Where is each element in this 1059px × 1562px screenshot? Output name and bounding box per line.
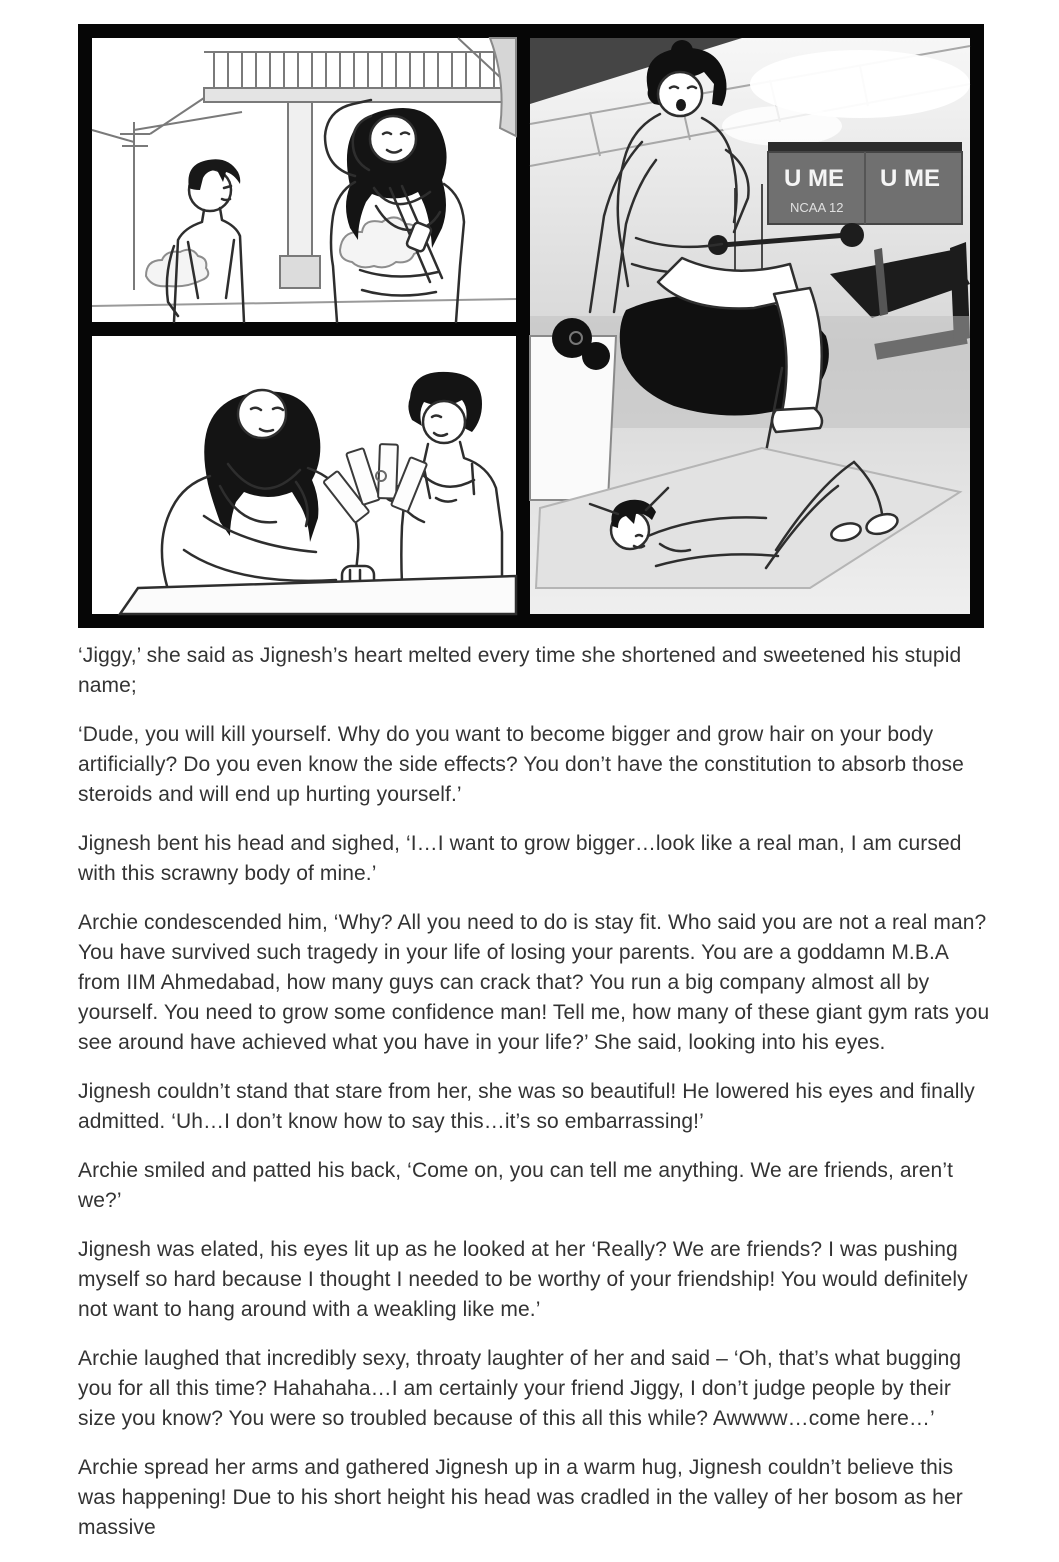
banner-text-right: U ME	[880, 165, 940, 192]
banner-text-sub: NCAA 12	[790, 200, 844, 215]
story-paragraph-2: ‘Dude, you will kill yourself. Why do you want to become bigger and grow hair on your body artificially? Do you even know the side effects? You don’t have the constitution to absorb those steroids and will end up hurting yourself.’	[78, 723, 964, 806]
comic-panel-gym	[530, 38, 970, 614]
banner-text-left: U ME	[784, 165, 844, 192]
banknotes-fan	[323, 444, 427, 523]
tall-woman-figure	[325, 100, 464, 322]
comic-panel-street	[92, 38, 516, 322]
walkway-column	[280, 102, 320, 288]
story-paragraph-6: Archie smiled and patted his back, ‘Come on, you can tell me anything. We are friends, aren’t we?’	[78, 1159, 954, 1212]
story-paragraph-4: Archie condescended him, ‘Why? All you need to do is stay fit. Who said you are not a real man? You have survived such tragedy in your life of losing your parents. You are a goddamn M.B.A from IIM Ahmedabad, how many guys can crack that? You run a big company almost all by yourself. You need to grow some confidence man! Tell me, how many of these giant gym rats you see around have achieved what you have in your life?’ She said, looking into his eyes.	[78, 911, 990, 1054]
table-edge	[120, 576, 516, 614]
gym-banner	[768, 142, 962, 224]
skylight-glow-2	[722, 106, 842, 146]
comic-strip	[78, 24, 984, 628]
story-paragraph-8: Archie laughed that incredibly sexy, throaty laughter of her and said – ‘Oh, that’s what bugging you for all this time? Hahahaha…I am certainly your friend Jiggy, I don’t judge people by their size you know? You were so troubled because of this all this while? Awwww…come here…’	[78, 1347, 962, 1430]
street-illustration	[92, 38, 516, 322]
walkway-railing	[204, 38, 516, 102]
story-paragraph-3: Jignesh bent his head and sighed, ‘I…I want to grow bigger…look like a real man, I am cursed with this scrawny body of mine.’	[78, 832, 962, 885]
story-paragraph-1: ‘Jiggy,’ she said as Jignesh’s heart melted every time she shortened and sweetened his stupid name;	[78, 644, 962, 697]
story-paragraph-7: Jignesh was elated, his eyes lit up as he looked at her ‘Really? We are friends? I was pushing myself so hard because I thought I needed to be worthy of your friendship! You would definitely not want to hang around with a weakling like me.’	[78, 1238, 968, 1321]
comic-panel-table	[92, 336, 516, 614]
young-man-figure	[167, 159, 244, 322]
story-paragraph-5: Jignesh couldn’t stand that stare from her, she was so beautiful! He lowered his eyes and finally admitted. ‘Uh…I don’t know how to say this…it’s so embarrassing!’	[78, 1080, 975, 1133]
gym-illustration	[530, 38, 970, 614]
table-illustration	[92, 336, 516, 614]
story-paragraph-9: Archie spread her arms and gathered Jignesh up in a warm hug, Jignesh couldn’t believe this was happening! Due to his short height his head was cradled in the valley of her bosom as her massive	[78, 1456, 963, 1539]
story-text	[78, 641, 990, 1562]
